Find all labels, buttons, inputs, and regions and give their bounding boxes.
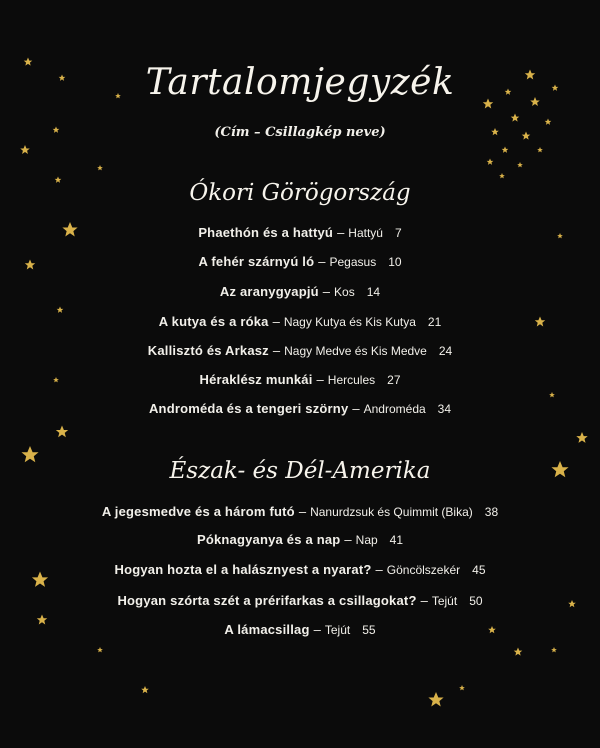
toc-entry[interactable]: A jegesmedve és a három futó – Nanurdzsuk és Quimmit (Bika) 38 <box>101 504 499 519</box>
entry-constellation: Pegasus <box>329 255 377 269</box>
toc-entry[interactable]: A fehér szárnyú ló – Pegasus 10 <box>198 254 402 269</box>
toc-entry[interactable]: A kutya és a róka – Nagy Kutya és Kis Kutya 21 <box>158 314 442 329</box>
entry-constellation: Nap <box>355 533 378 547</box>
entry-page: 50 <box>469 594 483 608</box>
entry-constellation: Nagy Kutya és Kis Kutya <box>283 315 416 329</box>
entry-title: A fehér szárnyú ló <box>198 254 315 269</box>
page-title: Tartalomjegyzék <box>145 62 455 103</box>
toc-entry[interactable]: Kallisztó és Arkasz – Nagy Medve és Kis Medve 24 <box>147 343 453 358</box>
entry-page: 41 <box>389 533 404 547</box>
entry-constellation: Hercules <box>327 373 376 387</box>
toc-entry[interactable]: Héraklész munkái – Hercules 27 <box>199 372 401 387</box>
entry-page: 34 <box>437 402 452 416</box>
entry-title: Androméda és a tengeri szörny <box>148 401 349 416</box>
entry-title: Kallisztó és Arkasz <box>147 343 269 358</box>
section-title-ancient-greece: Ókori Görögország <box>189 180 411 206</box>
entry-constellation: Tejút <box>324 623 351 637</box>
entry-title: A lámacsillag <box>224 622 310 637</box>
entry-title: Hogyan hozta el a halásznyest a nyarat? <box>114 562 372 577</box>
toc-entry[interactable]: Hogyan szórta szét a prérifarkas a csillagokat? – Tejút 50 <box>117 593 483 608</box>
entry-title: Póknagyanya és a nap <box>196 532 341 547</box>
entry-page: 10 <box>388 255 402 269</box>
entry-page: 55 <box>362 623 376 637</box>
section-title-americas: Észak- és Dél-Amerika <box>169 458 431 484</box>
entry-constellation: Göncölszekér <box>386 563 461 577</box>
entry-title: A jegesmedve és a három futó <box>101 504 295 519</box>
entry-constellation: Kos <box>334 285 355 299</box>
toc-entry[interactable]: Androméda és a tengeri szörny – Androméda 34 <box>148 401 452 416</box>
entry-page: 24 <box>438 344 453 358</box>
toc-entry[interactable]: Hogyan hozta el a halásznyest a nyarat? – Göncölszekér 45 <box>114 562 486 577</box>
entry-constellation: Hattyú <box>348 226 383 240</box>
toc-entry[interactable]: A lámacsillag – Tejút 55 <box>224 622 376 637</box>
entry-title: A kutya és a róka <box>158 314 269 329</box>
entry-page: 45 <box>472 563 486 577</box>
entry-page: 21 <box>427 315 442 329</box>
entry-page: 27 <box>387 373 401 387</box>
entry-constellation: Nagy Medve és Kis Medve <box>284 344 427 358</box>
toc-entry[interactable]: Az aranygyapjú – Kos 14 <box>219 284 381 299</box>
toc-entry[interactable]: Phaethón és a hattyú – Hattyú 7 <box>198 225 402 240</box>
entry-page: 38 <box>484 505 499 519</box>
entry-title: Héraklész munkái <box>199 372 313 387</box>
entry-constellation: Nanurdzsuk és Quimmit (Bika) <box>310 505 473 519</box>
entry-constellation: Androméda <box>363 402 426 416</box>
entry-title: Az aranygyapjú <box>219 284 319 299</box>
entry-title: Phaethón és a hattyú <box>198 225 334 240</box>
page-subtitle: (Cím – Csillagkép neve) <box>214 125 386 140</box>
entry-constellation: Tejút <box>431 594 458 608</box>
entry-page: 14 <box>366 285 381 299</box>
entry-page: 7 <box>394 226 402 240</box>
toc-entry[interactable]: Póknagyanya és a nap – Nap 41 <box>196 532 404 547</box>
entry-title: Hogyan szórta szét a prérifarkas a csillagokat? <box>117 593 417 608</box>
